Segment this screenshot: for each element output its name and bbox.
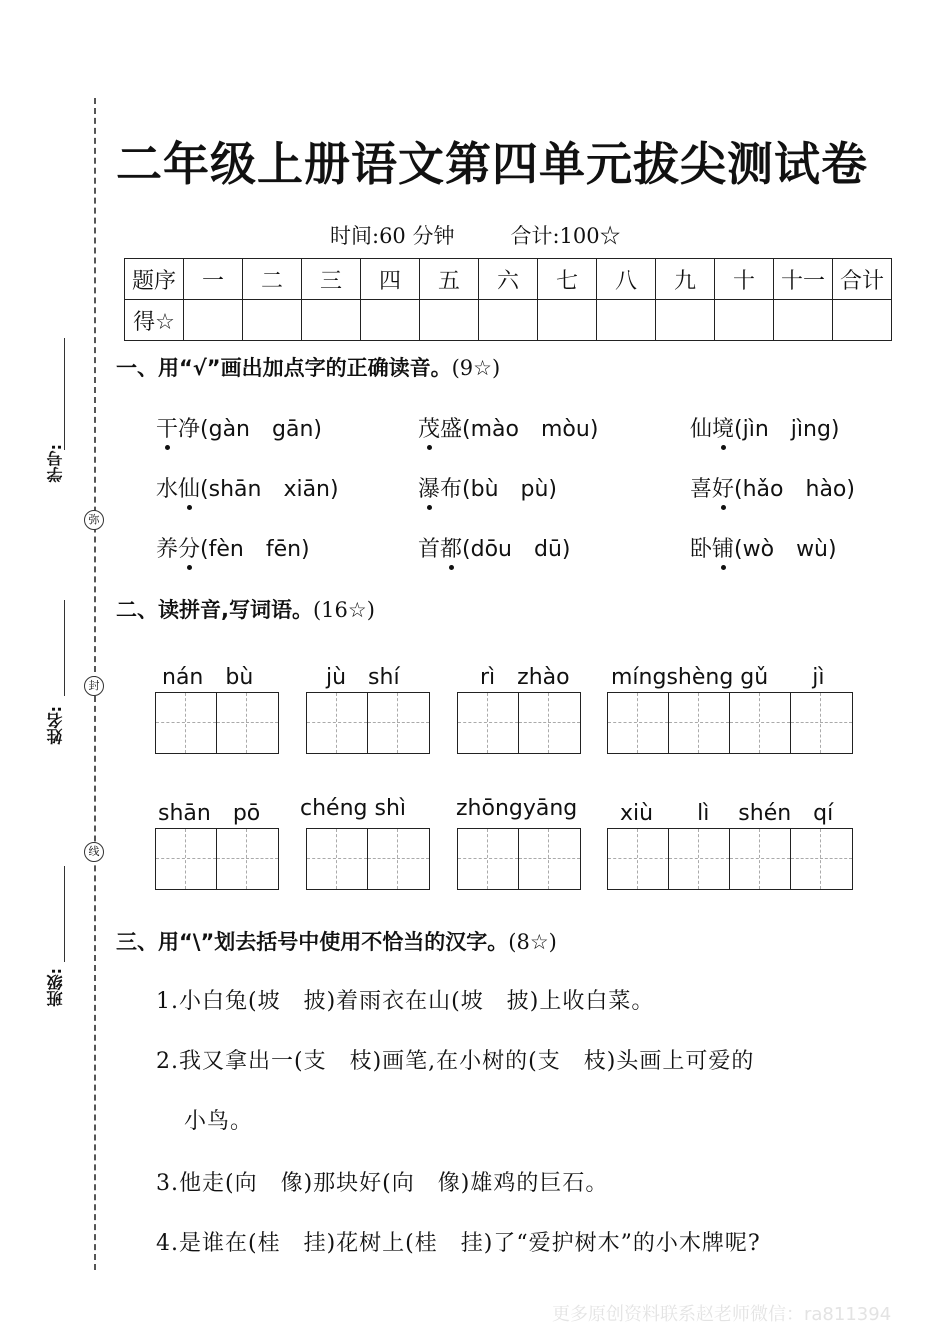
q1-dotted-char: 铺 <box>712 537 735 562</box>
q1-dotted-char: 仙 <box>178 477 201 502</box>
q1-char: 净 <box>178 417 201 442</box>
grid-cell[interactable] <box>791 829 852 889</box>
score-cell[interactable] <box>715 300 774 341</box>
writing-grid[interactable] <box>457 828 581 890</box>
grid-cell[interactable] <box>458 693 519 753</box>
grid-cell[interactable] <box>217 693 278 753</box>
score-cell[interactable] <box>420 300 479 341</box>
q3-sentence[interactable]: 1.小白兔(坡 披)着雨衣在山(坡 披)上收白菜。 <box>156 989 655 1014</box>
watermark-text: 更多原创资料联系赵老师微信：ra811394 <box>552 1304 892 1325</box>
q1-options[interactable]: (mào mòu) <box>462 417 599 442</box>
section2-title: 二、读拼音,写词语。 <box>116 598 313 622</box>
score-cell[interactable] <box>538 300 597 341</box>
score-row-label: 得☆ <box>125 300 184 341</box>
score-cell[interactable] <box>774 300 833 341</box>
writing-grid[interactable] <box>155 828 279 890</box>
q1-dotted-char: 好 <box>712 477 735 502</box>
score-header-cell: 十一 <box>774 259 833 300</box>
q1-char: 盛 <box>440 417 463 442</box>
pinyin-label: jù shí <box>326 665 400 690</box>
writing-grid[interactable] <box>306 692 430 754</box>
section3-heading <box>116 926 557 956</box>
grid-cell[interactable] <box>458 829 519 889</box>
q1-dotted-char: 境 <box>712 417 735 442</box>
q1-item <box>156 412 322 443</box>
pinyin-label: míngshèng gǔ jì <box>611 665 825 690</box>
q1-item <box>418 472 557 503</box>
q1-options[interactable]: (shān xiān) <box>200 477 339 502</box>
q3-sentence-continued: 小鸟。 <box>184 1109 254 1134</box>
q1-options[interactable]: (wò wù) <box>734 537 837 562</box>
pinyin-label: xiù lì shén qí <box>620 801 834 826</box>
score-cell[interactable] <box>184 300 243 341</box>
score-cell[interactable] <box>361 300 420 341</box>
score-header-cell: 十 <box>715 259 774 300</box>
grid-cell[interactable] <box>730 829 791 889</box>
section3-points: (8☆) <box>508 930 557 954</box>
q1-options[interactable]: (dōu dū) <box>462 537 571 562</box>
student-no-label: 学号: <box>46 444 65 483</box>
grid-cell[interactable] <box>608 693 669 753</box>
q3-sentence[interactable]: 4.是谁在(桂 挂)花树上(桂 挂)了“爱护树木”的小木牌呢? <box>156 1231 761 1256</box>
writing-grid[interactable] <box>607 828 853 890</box>
score-header-cell: 题序 <box>125 259 184 300</box>
q1-options[interactable]: (bù pù) <box>462 477 558 502</box>
q1-char: 养 <box>156 537 179 562</box>
grid-cell[interactable] <box>519 693 580 753</box>
grid-cell[interactable] <box>519 829 580 889</box>
pinyin-label: rì zhào <box>480 665 570 690</box>
student-no-blank[interactable] <box>64 338 65 450</box>
score-cell[interactable] <box>479 300 538 341</box>
q1-dotted-char: 瀑 <box>418 477 441 502</box>
q1-dotted-char: 都 <box>440 537 463 562</box>
class-blank[interactable] <box>64 866 65 962</box>
score-header-cell: 二 <box>243 259 302 300</box>
score-header-cell: 一 <box>184 259 243 300</box>
score-header-cell: 九 <box>656 259 715 300</box>
score-header-cell: 六 <box>479 259 538 300</box>
section1-heading <box>116 352 500 382</box>
q1-char: 首 <box>418 537 441 562</box>
class-label: 班级: <box>46 968 65 1007</box>
exam-info <box>330 220 621 250</box>
grid-cell[interactable] <box>156 693 217 753</box>
grid-cell[interactable] <box>217 829 278 889</box>
q1-dotted-char: 茂 <box>418 417 441 442</box>
score-table-header-row <box>125 259 892 300</box>
grid-cell[interactable] <box>368 693 429 753</box>
q1-char: 仙 <box>690 417 713 442</box>
total-score: 合计:100☆ <box>510 224 621 248</box>
q1-dotted-char: 分 <box>178 537 201 562</box>
score-cell[interactable] <box>302 300 361 341</box>
q1-item <box>690 532 837 563</box>
section3-title: 三、用“\”划去括号中使用不恰当的汉字。 <box>116 930 509 954</box>
writing-grid[interactable] <box>607 692 853 754</box>
q1-options[interactable]: (jìn jìng) <box>734 417 840 442</box>
q1-char: 布 <box>440 477 463 502</box>
score-header-cell: 四 <box>361 259 420 300</box>
q1-dotted-char: 干 <box>156 417 179 442</box>
q1-char: 卧 <box>690 537 713 562</box>
q1-options[interactable]: (gàn gān) <box>200 417 322 442</box>
q1-item <box>418 412 598 443</box>
section1-title: 一、用“√”画出加点字的正确读音。 <box>116 356 452 380</box>
pinyin-label: chéng shì <box>300 796 406 821</box>
grid-cell[interactable] <box>307 693 368 753</box>
pinyin-label: shān pō <box>158 801 261 826</box>
q1-char: 水 <box>156 477 179 502</box>
score-cell[interactable] <box>656 300 715 341</box>
score-header-cell: 合计 <box>833 259 892 300</box>
q1-item <box>156 472 339 503</box>
grid-cell[interactable] <box>669 693 730 753</box>
q1-item <box>418 532 570 563</box>
seal-char-feng: 封 <box>84 676 104 696</box>
score-table-score-row <box>125 300 892 341</box>
q3-sentence[interactable]: 2.我又拿出一(支 枝)画笔,在小树的(支 枝)头画上可爱的 <box>156 1049 755 1074</box>
name-label: 姓名: <box>46 706 65 745</box>
q3-sentence[interactable]: 3.他走(向 像)那块好(向 像)雄鸡的巨石。 <box>156 1171 609 1196</box>
seal-char-mi: 弥 <box>84 510 104 530</box>
writing-grid[interactable] <box>155 692 279 754</box>
page-title: 二年级上册语文第四单元拔尖测试卷 <box>116 137 868 191</box>
section2-points: (16☆) <box>312 598 375 622</box>
q1-options[interactable]: (fèn fēn) <box>200 537 310 562</box>
grid-cell[interactable] <box>368 829 429 889</box>
pinyin-label: zhōngyāng <box>456 796 578 821</box>
grid-cell[interactable] <box>730 693 791 753</box>
score-header-cell: 五 <box>420 259 479 300</box>
pinyin-label: nán bù <box>162 665 254 690</box>
grid-cell[interactable] <box>307 829 368 889</box>
q1-item <box>690 412 840 443</box>
score-table <box>124 258 892 341</box>
q1-char: 喜 <box>690 477 713 502</box>
grid-cell[interactable] <box>156 829 217 889</box>
score-header-cell: 八 <box>597 259 656 300</box>
writing-grid[interactable] <box>457 692 581 754</box>
q1-item <box>690 472 855 503</box>
seal-char-xian: 线 <box>84 842 104 862</box>
section2-heading <box>116 594 375 624</box>
score-header-cell: 七 <box>538 259 597 300</box>
grid-cell[interactable] <box>669 829 730 889</box>
q1-options[interactable]: (hǎo hào) <box>734 477 855 502</box>
q1-item <box>156 532 310 563</box>
score-cell[interactable] <box>597 300 656 341</box>
score-header-cell: 三 <box>302 259 361 300</box>
grid-cell[interactable] <box>608 829 669 889</box>
score-cell[interactable] <box>243 300 302 341</box>
score-cell[interactable] <box>833 300 892 341</box>
grid-cell[interactable] <box>791 693 852 753</box>
time-limit: 时间:60 分钟 <box>330 224 455 248</box>
name-blank[interactable] <box>64 600 65 696</box>
writing-grid[interactable] <box>306 828 430 890</box>
section1-points: (9☆) <box>451 356 501 380</box>
